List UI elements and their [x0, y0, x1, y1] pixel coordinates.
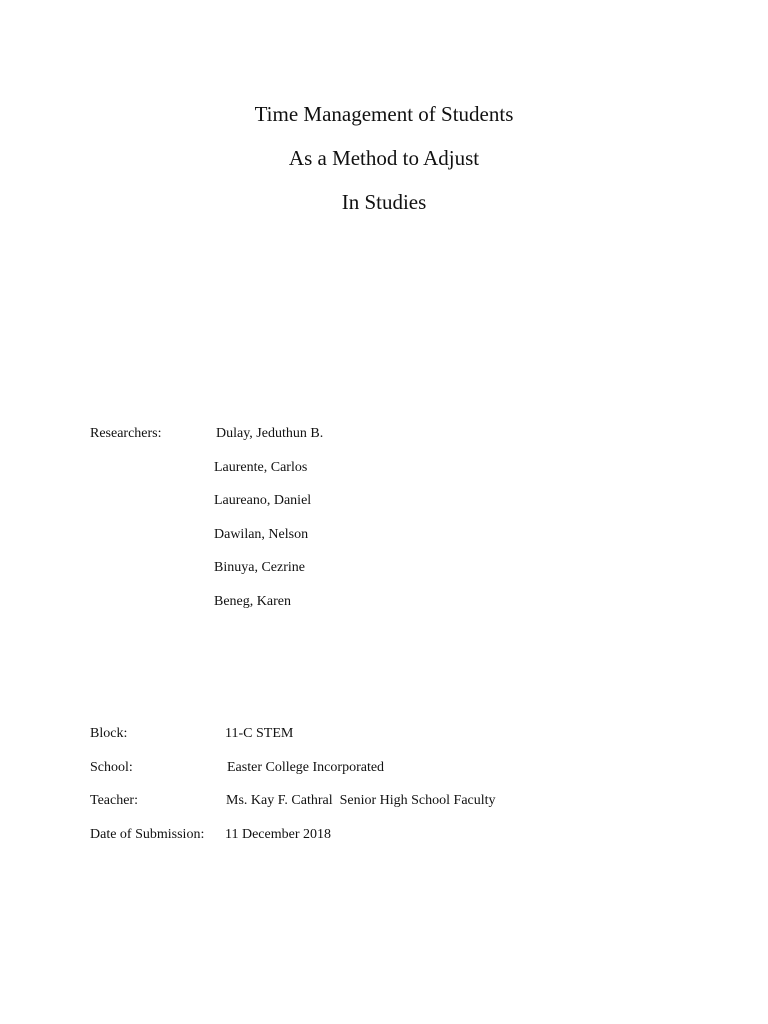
- researcher-name: Laurente, Carlos: [214, 459, 308, 475]
- document-title: [0, 92, 768, 224]
- researcher-name: Dawilan, Nelson: [214, 526, 309, 542]
- teacher-value: Ms. Kay F. Cathral Senior High School Faculty: [226, 793, 496, 809]
- school-label: School:: [90, 759, 133, 775]
- researcher-name: Binuya, Cezrine: [214, 560, 305, 576]
- researcher-name: Laureano, Daniel: [214, 493, 312, 509]
- title-line-3: In Studies: [341, 190, 427, 214]
- researcher-list: [214, 424, 323, 626]
- teacher-row: [90, 791, 690, 825]
- school-value: Easter College Incorporated: [227, 759, 385, 775]
- date-label: Date of Submission:: [90, 826, 205, 842]
- date-row: [90, 825, 690, 859]
- researcher-name: Dulay, Jeduthun B.: [216, 426, 324, 441]
- block-value: 11-C STEM: [225, 726, 294, 741]
- school-row: [90, 758, 690, 792]
- block-label: Block:: [90, 726, 128, 741]
- researchers-label: Researchers:: [90, 426, 162, 441]
- teacher-label: Teacher:: [90, 793, 138, 809]
- block-row: [90, 724, 690, 758]
- submission-info: [90, 724, 690, 858]
- title-line-1: Time Management of Students: [254, 102, 514, 126]
- title-line-2: As a Method to Adjust: [288, 146, 480, 170]
- researcher-name: Beneg, Karen: [214, 593, 291, 609]
- date-value: 11 December 2018: [225, 826, 331, 842]
